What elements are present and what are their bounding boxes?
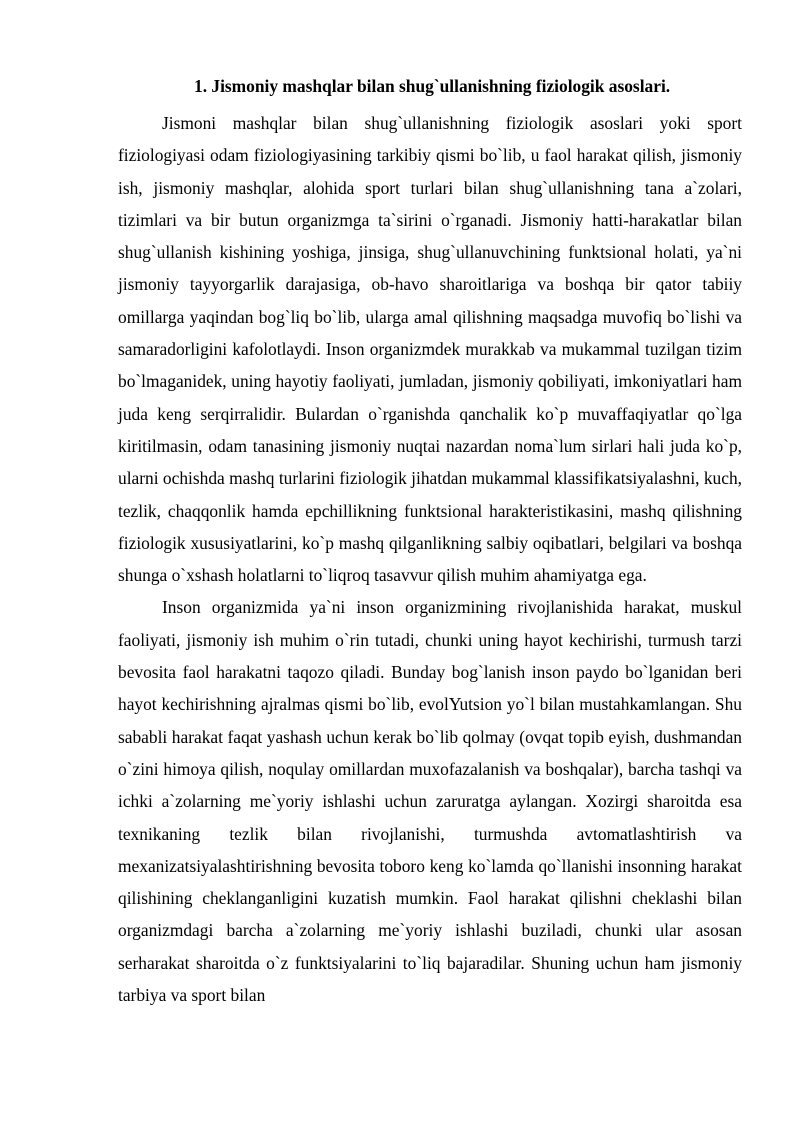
paragraph-1: Jismoni mashqlar bilan shug`ullanishning fiziologik asoslari yoki sport fiziologiyasi odam fiziologiyasining tarkibiy qismi bo`lib, u faol harakat qilish, jismoniy ish, jismoniy mashqlar, alohida sport turlari bilan shug`ullanishning tana a`zolari, tizimlari va bir butun organizmga ta`sirini o`rganadi. Jismoniy hatti-harakatlar bilan shug`ullanish kishining yoshiga, jinsiga, shug`ullanuvchining funktsional holati, ya`ni jismoniy tayyorgarlik darajasiga, ob-havo sharoitlariga va boshqa bir qator tabiiy omillarga yaqindan bog`liq bo`lib, ularga amal qilishning maqsadga muvofiq bo`lishi va samaradorligini kafolotlaydi. Inson organizmdek murakkab va mukammal tuzilgan tizim bo`lmaganidek, uning hayotiy faoliyati, jumladan, jismoniy qobiliyati, imkoniyatlari ham juda keng serqirralidir. Bulardan o`rganishda qanchalik ko`p muvaffaqiyatlar qo`lga kiritilmasin, odam tanasining jismoniy nuqtai nazardan noma`lum sirlari hali juda ko`p, ularni ochishda mashq turlarini fiziologik jihatdan mukammal klassifikatsiyalashni, kuch, tezlik, chaqqonlik hamda epchillikning funktsional harakteristikasini, mashq qilishning fiziologik xususiyatlarini, ko`p mashq qilganlikning salbiy oqibatlari, belgilari va boshqa shunga o`xshash holatlarni to`liqroq tasavvur qilish muhim ahamiyatga ega. xyxy=(118,113,742,586)
paragraph-2: Inson organizmida ya`ni inson organizmining rivojlanishida harakat, muskul faoliyati, jismoniy ish muhim o`rin tutadi, chunki uning hayot kechirishi, turmush tarzi bevosita faol harakatni taqozo qiladi. Bunday bog`lanish inson paydo bo`lganidan beri hayot kechirishning ajralmas qismi bo`lib, evolYutsion yo`l bilan mustahkamlangan. Shu sababli harakat faqat yashash uchun kerak bo`lib qolmay (ovqat topib eyish, dushmandan o`zini himoya qilish, noqulay omillardan muxofazalanish va boshqalar), barcha tashqi va ichki a`zolarning me`yoriy ishlashi uchun zaruratga aylangan. Xozirgi sharoitda esa texnikaning tezlik bilan rivojlanishi, turmushda avtomatlashtirish va mexanizatsiyalashtirishning bevosita toboro keng ko`lamda qo`llanishi insonning harakat qilishining cheklanganligini kuzatish mumkin. Faol harakat qilishni cheklashi bilan organizmdagi barcha a`zolarning me`yoriy ishlashi buziladi, chunki ular asosan serharakat sharoitda o`z funktsiyalarini to`liq bajaradilar. Shuning uchun ham jismoniy tarbiya va sport bilan xyxy=(118,597,742,1006)
body-text xyxy=(118,107,742,1011)
section-heading: 1. Jismoniy mashqlar bilan shug`ullanishning fiziologik asoslari. xyxy=(194,76,671,96)
